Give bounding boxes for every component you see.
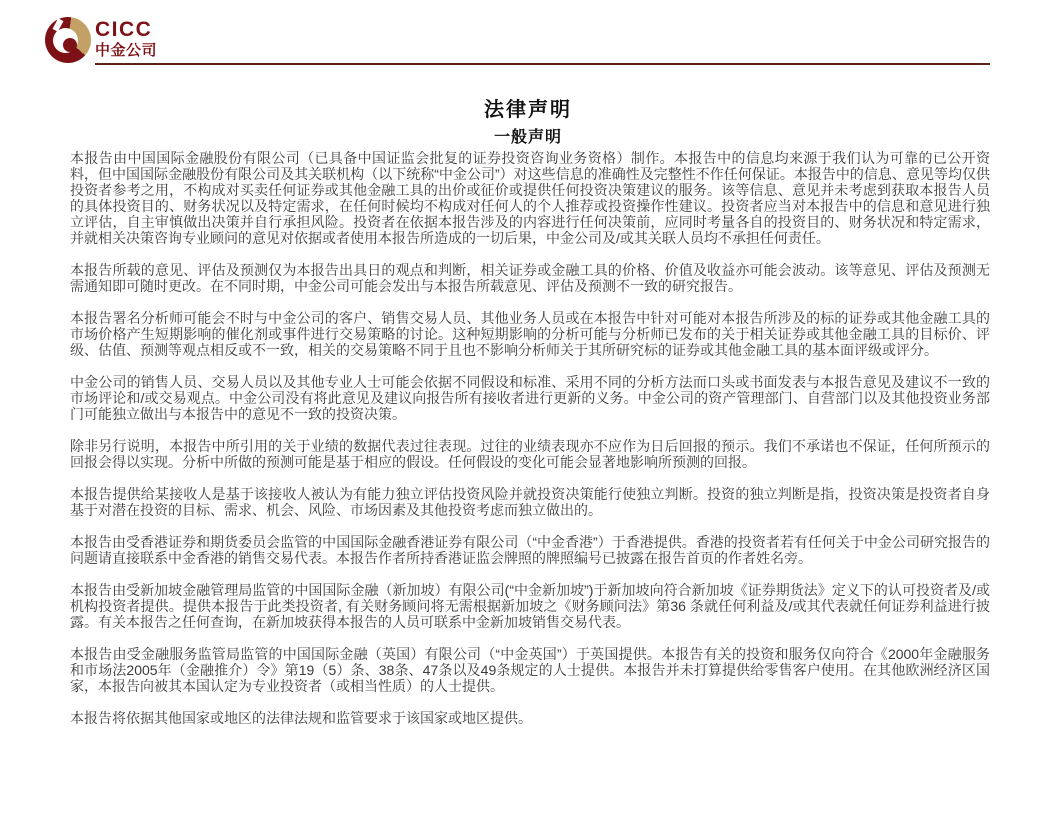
cicc-logo-icon (45, 17, 91, 63)
legal-paragraph-hongkong: 本报告由受香港证券和期货委员会监管的中国国际金融香港证券有限公司（“中金香港”）于香港提供。香港的投资者若有任何关于中金公司研究报告的问题请直接联系中金香港的销售交易代表。本报告作者所持香港证监会牌照的牌照编号已披露在报告首页的作者姓名旁。 (70, 534, 990, 566)
logo-wordmark (95, 19, 157, 59)
logo-acronym: CICC (95, 18, 153, 41)
legal-paragraph-uk: 本报告由受金融服务监管局监管的中国国际金融（英国）有限公司（“中金英国”）于英国提供。本报告有关的投资和服务仅向符合《2000年金融服务和市场法2005年（金融推介）令》第19（5）条、38条、47条以及49条规定的人士提供。本报告并未打算提供给零售客户使用。在其他欧洲经济区国家，本报告向被其本国认定为专业投资者（或相当性质）的人士提供。 (70, 646, 990, 694)
legal-paragraph-other-regions: 本报告将依据其他国家或地区的法律法规和监管要求于该国家或地区提供。 (70, 710, 532, 726)
legal-paragraph-general: 本报告由中国国际金融股份有限公司（已具备中国证监会批复的证券投资咨询业务资格）制作。本报告中的信息均来源于我们认为可靠的已公开资料，但中国国际金融股份有限公司及其关联机构（以下统称“中金公司”）对这些信息的准确性及完整性不作任何保证。本报告中的信息、意见等均仅供投资者参考之用，不构成对买卖任何证券或其他金融工具的出价或征价或提供任何投资决策建议的服务。该等信息、意见并未考虑到获取本报告人员的具体投资目的、财务状况以及特定需求，在任何时候均不构成对任何人的个人推荐或投资操作性建议。投资者应当对本报告中的信息和意见进行独立评估，自主审慎做出决策并自行承担风险。投资者在依据本报告涉及的内容进行任何决策前，应同时考量各自的投资目的、财务状况和特定需求，并就相关决策咨询专业顾问的意见对依据或者使用本报告所造成的一切后果，中金公司及/或其关联人员均不承担任何责任。 (70, 150, 990, 246)
page-subtitle: 一般声明 (493, 129, 562, 146)
legal-paragraph-analysts: 本报告署名分析师可能会不时与中金公司的客户、销售交易人员、其他业务人员或在本报告中针对可能对本报告所涉及的标的证券或其他金融工具的市场价格产生短期影响的催化剂或事件进行交易策略的讨论。这种短期影响的分析可能与分析师已发布的关于相关证券或其他金融工具的目标价、评级、估值、预测等观点相反或不一致，相关的交易策略不同于且也不影响分析师关于其所研究标的证券或其他金融工具的基本面评级或评分。 (70, 310, 990, 358)
logo-dot-shape (63, 38, 77, 52)
legal-paragraph-sales: 中金公司的销售人员、交易人员以及其他专业人士可能会依据不同假设和标准、采用不同的分析方法而口头或书面发表与本报告意见及建议不一致的市场评论和/或交易观点。中金公司没有将此意见及建议向报告所有接收者进行更新的义务。中金公司的资产管理部门、自营部门以及其他投资业务部门可能独立做出与本报告中的意见不一致的投资决策。 (70, 374, 990, 422)
legal-text-body (70, 150, 990, 742)
header-divider (95, 63, 990, 65)
logo-swirl-shape (53, 28, 78, 53)
legal-paragraph-singapore: 本报告由受新加坡金融管理局监管的中国国际金融（新加坡）有限公司(“中金新加坡”)于新加坡向符合新加坡《证券期货法》定义下的认可投资者及/或机构投资者提供。提供本报告于此类投资者, 有关财务顾问将无需根据新加坡之《财务顾问法》第36 条就任何利益及/或其代表就任何证券利益进行披露。有关本报告之任何查询，在新加坡获得本报告的人员可联系中金新加坡销售交易代表。 (70, 582, 990, 630)
legal-paragraph-recipient: 本报告提供给某接收人是基于该接收人被认为有能力独立评估投资风险并就投资决策能行使独立判断。投资的独立判断是指，投资决策是投资者自身基于对潜在投资的目标、需求、机会、风险、市场因素及其他投资考虑而独立做出的。 (70, 486, 990, 518)
legal-paragraph-opinions: 本报告所载的意见、评估及预测仅为本报告出具日的观点和判断，相关证券或金融工具的价格、价值及收益亦可能会波动。该等意见、评估及预测无需通知即可随时更改。在不同时期，中金公司可能会发出与本报告所载意见、评估及预测不一致的研究报告。 (70, 262, 990, 294)
legal-paragraph-performance: 除非另行说明，本报告中所引用的关于业绩的数据代表过往表现。过往的业绩表现亦不应作为日后回报的预示。我们不承诺也不保证，任何所预示的回报会得以实现。分析中所做的预测可能是基于相应的假设。任何假设的变化可能会显著地影响所预测的回报。 (70, 438, 990, 470)
logo-chinese-name: 中金公司 (95, 42, 158, 59)
page-title: 法律声明 (484, 99, 572, 121)
